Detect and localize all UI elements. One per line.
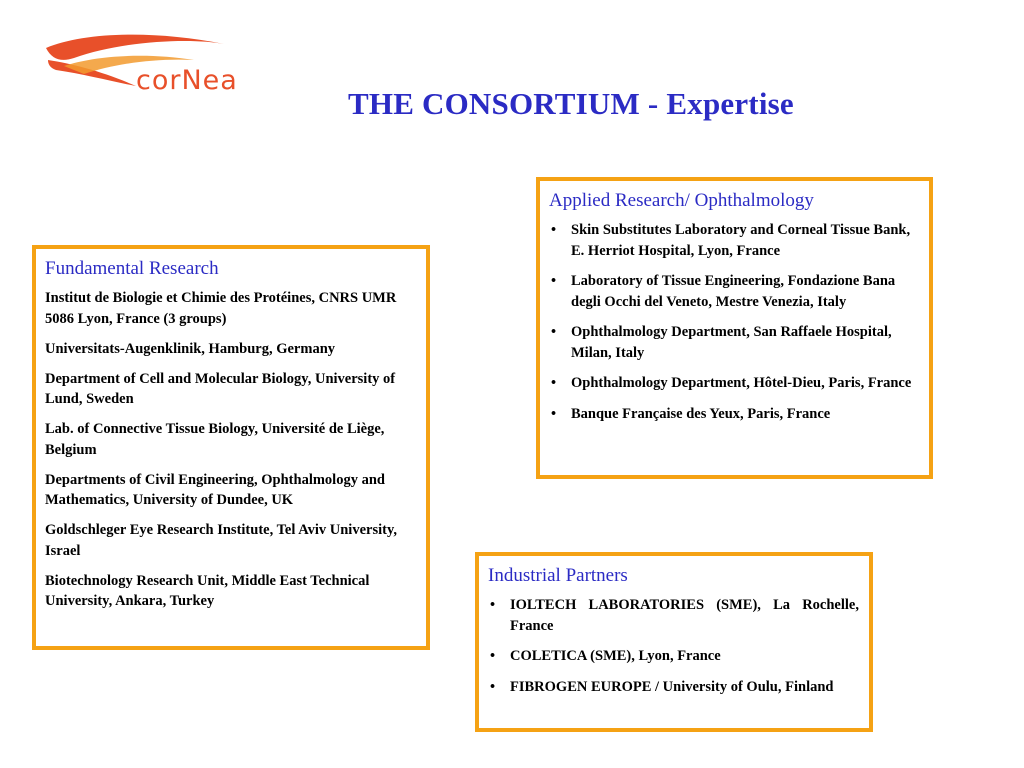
fundamental-entry: Lab. of Connective Tissue Biology, Université de Liège, Belgium: [45, 421, 385, 458]
list-item: [549, 220, 919, 261]
fundamental-entry: Goldschleger Eye Research Institute, Tel Aviv University, Israel: [45, 522, 398, 559]
cornea-logo-graphic: [44, 30, 284, 100]
fundamental-entry: Biotechnology Research Unit, Middle East Technical University, Ankara, Turkey: [45, 572, 370, 609]
page-title: THE CONSORTIUM - Expertise: [348, 86, 794, 121]
industrial-partners-list: [488, 595, 859, 697]
applied-research-heading: Applied Research/ Ophthalmology: [549, 190, 814, 211]
logo-wordmark: corNea: [136, 65, 238, 96]
fundamental-entry: Department of Cell and Molecular Biology, University of Lund, Sweden: [45, 370, 396, 407]
fundamental-entry: Universitats-Augenklinik, Hamburg, Germany: [45, 340, 336, 357]
list-item-text: Skin Substitutes Laboratory and Corneal Tissue Bank, E. Herriot Hospital, Lyon, France: [571, 222, 911, 259]
list-item-text: Ophthalmology Department, San Raffaele Hospital, Milan, Italy: [571, 324, 892, 361]
list-item: [488, 677, 859, 698]
applied-research-box: [536, 177, 933, 479]
fundamental-entry: Institut de Biologie et Chimie des Protéines, CNRS UMR 5086 Lyon, France (3 groups): [45, 290, 397, 327]
bullet-icon: •: [490, 648, 496, 664]
bullet-icon: •: [490, 597, 496, 613]
list-item: [488, 646, 859, 667]
list-item: [549, 271, 919, 312]
list-item-text: Banque Française des Yeux, Paris, France: [571, 405, 831, 422]
bullet-icon: •: [551, 324, 557, 340]
list-item: [549, 322, 919, 363]
industrial-partners-heading: Industrial Partners: [488, 565, 628, 586]
fundamental-research-heading: Fundamental Research: [45, 258, 219, 279]
list-item: [549, 373, 919, 394]
list-item-text: IOLTECH LABORATORIES (SME), La Rochelle, France: [510, 597, 859, 634]
list-item-text: COLETICA (SME), Lyon, France: [510, 648, 721, 664]
bullet-icon: •: [551, 405, 557, 422]
list-item-text: FIBROGEN EUROPE / University of Oulu, Finland: [510, 678, 834, 695]
applied-research-list: [549, 220, 919, 424]
fundamental-entry: Departments of Civil Engineering, Ophthalmology and Mathematics, University of Dundee, UK: [45, 471, 385, 508]
bullet-icon: •: [551, 273, 557, 289]
list-item-text: Ophthalmology Department, Hôtel-Dieu, Paris, France: [571, 375, 912, 391]
list-item: [549, 404, 919, 425]
fundamental-research-box: [32, 245, 430, 650]
list-item: [488, 595, 859, 636]
bullet-icon: •: [551, 375, 557, 391]
bullet-icon: •: [490, 678, 496, 695]
cornea-logo: [44, 30, 284, 100]
industrial-partners-box: [475, 552, 873, 732]
bullet-icon: •: [551, 222, 557, 238]
list-item-text: Laboratory of Tissue Engineering, Fondazione Bana degli Occhi del Veneto, Mestre Venezia, Italy: [571, 273, 896, 310]
